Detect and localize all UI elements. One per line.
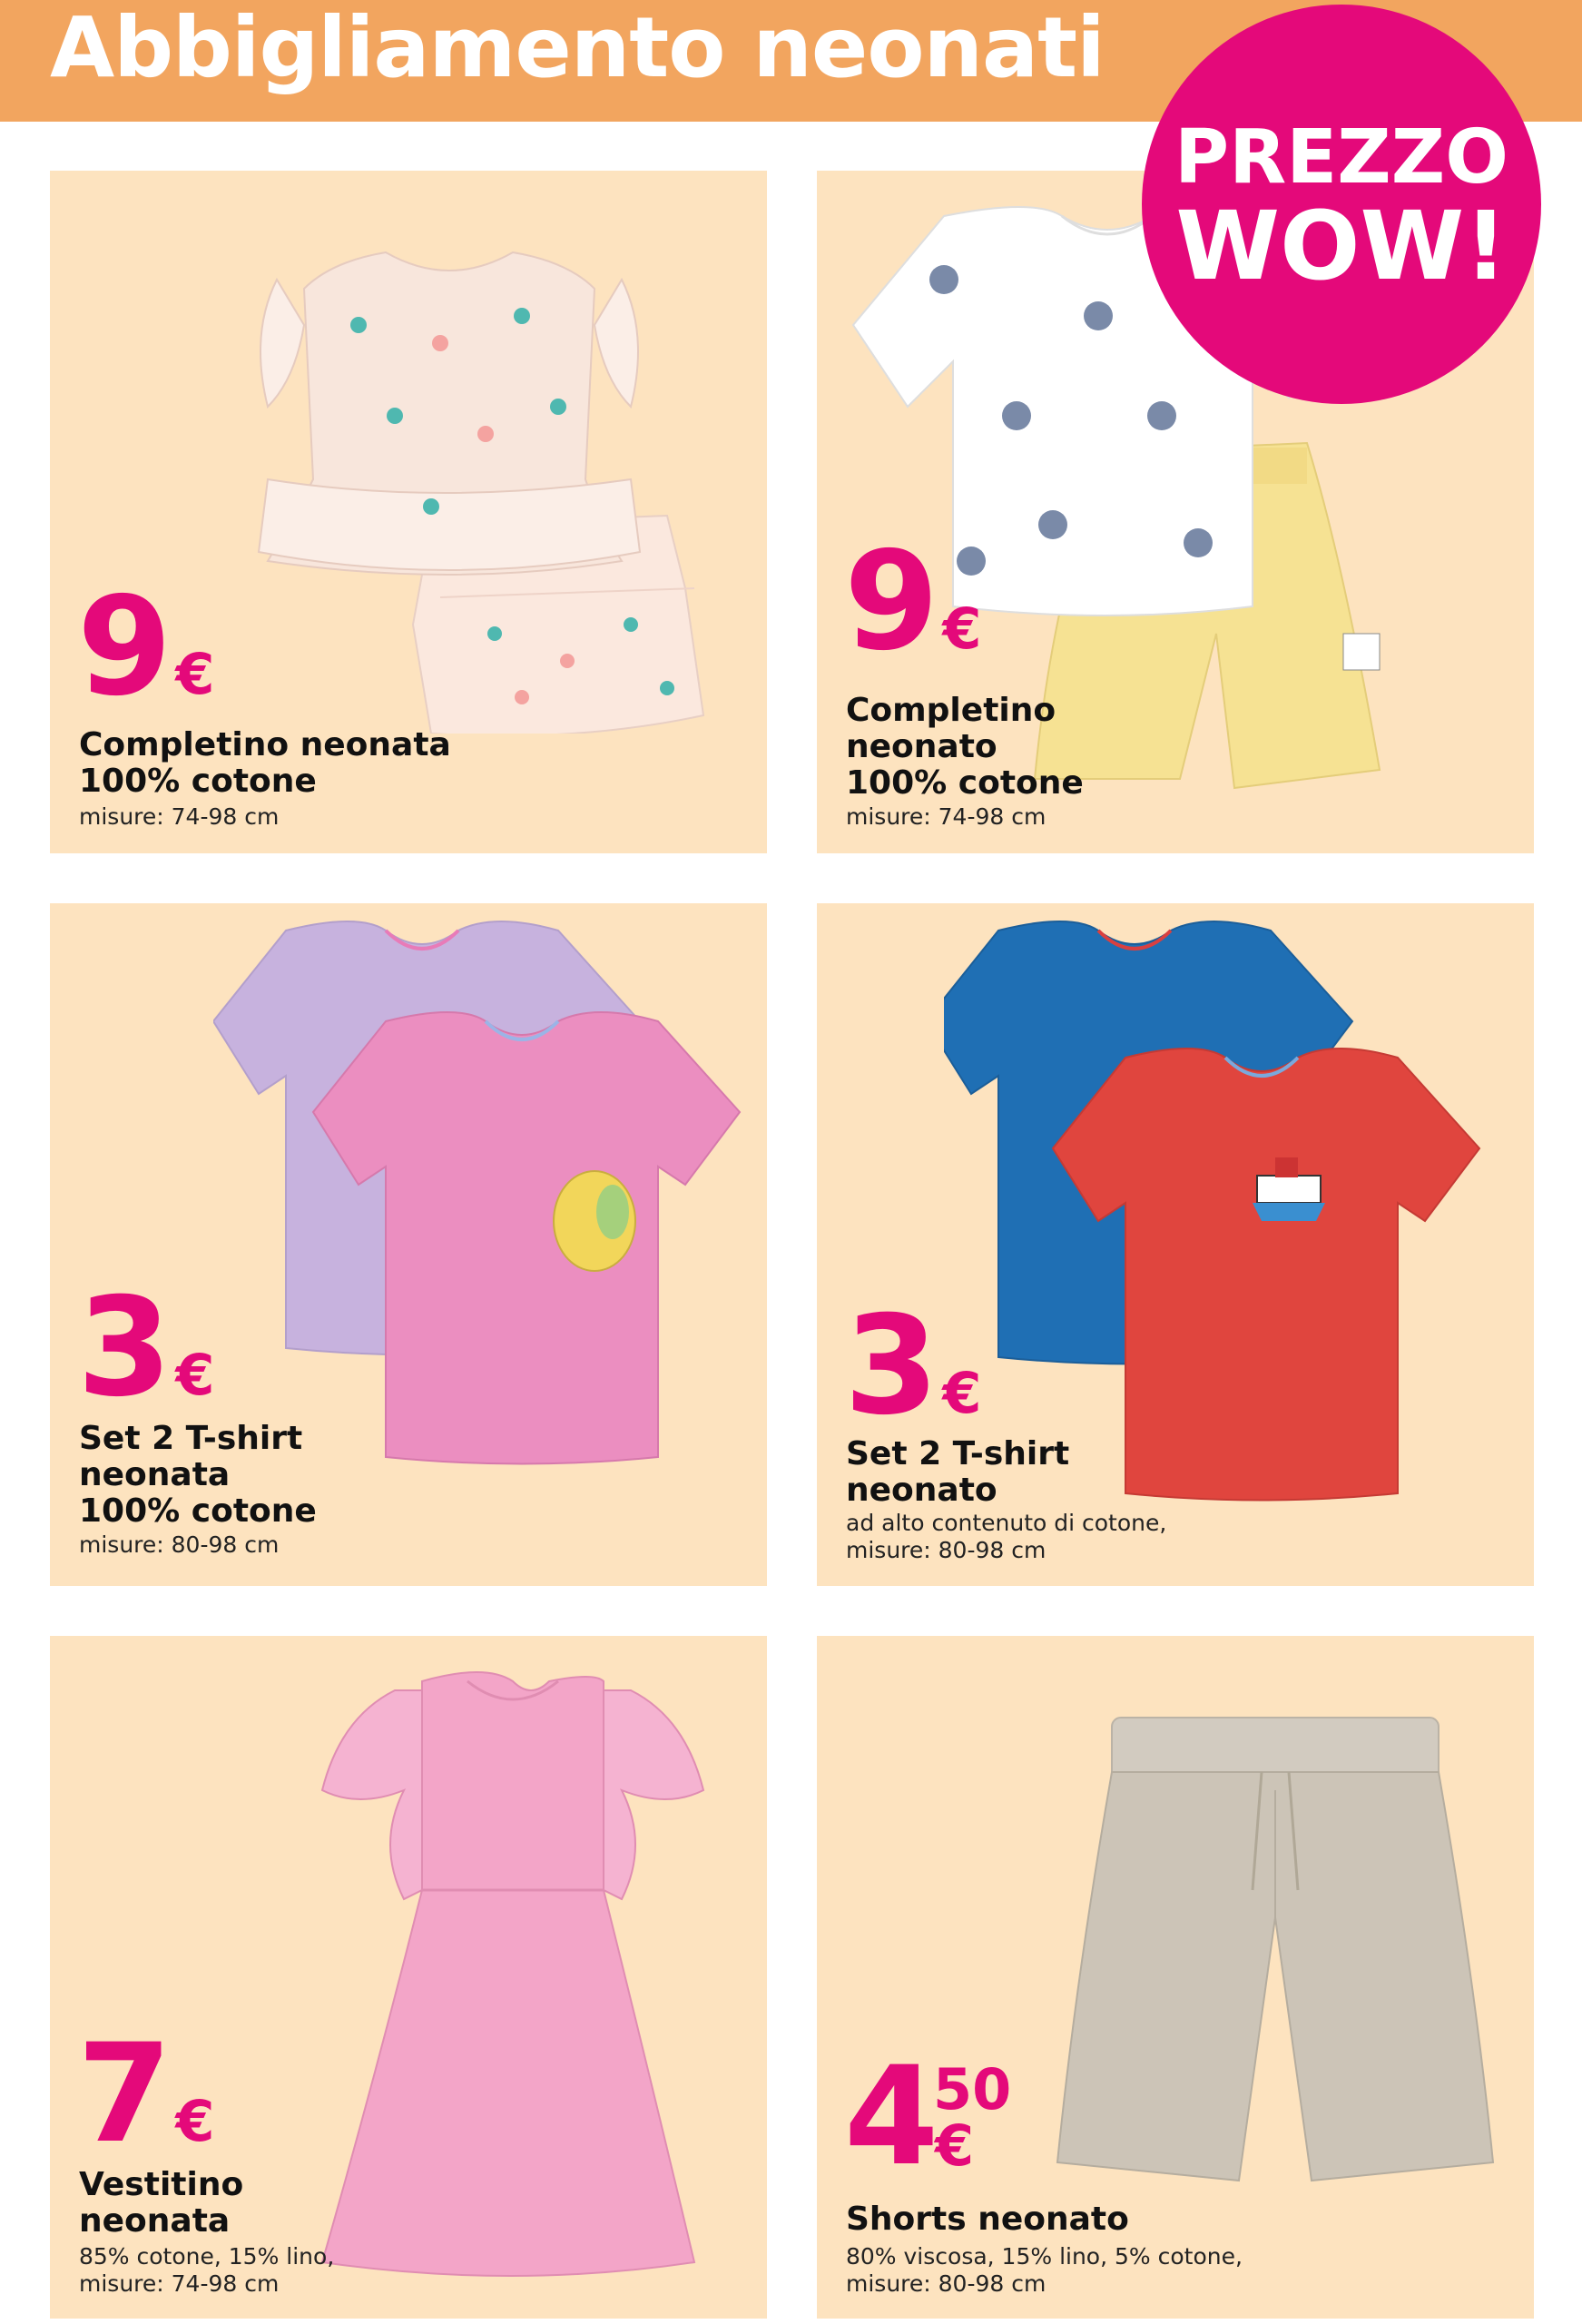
page-title: Abbigliamento neonati [50, 0, 1105, 96]
name-line: 100% cotone [846, 764, 1084, 802]
price-value: 3 [77, 1269, 167, 1427]
price-currency: € [175, 1342, 215, 1408]
product-desc-2 [846, 803, 1046, 831]
product-name-3 [79, 1421, 317, 1530]
price-currency: € [175, 2088, 215, 2154]
product-price-6 [844, 2038, 1012, 2196]
name-line: Completino [846, 692, 1056, 729]
product-price-2 [844, 523, 982, 681]
name-line: 100% cotone [79, 1492, 317, 1530]
product-image-4 [944, 912, 1525, 1502]
desc-line: misure: 80-98 cm [846, 2270, 1046, 2297]
product-name-6 [846, 2201, 1129, 2238]
price-currency: € [942, 1360, 982, 1426]
desc-line: 80% viscosa, 15% lino, 5% cotone, [846, 2243, 1243, 2270]
product-name-2 [846, 693, 1084, 802]
product-desc-5 [79, 2243, 334, 2298]
product-card-5[interactable] [50, 1636, 767, 2319]
product-image-1 [213, 207, 767, 734]
name-line: neonata [79, 2202, 231, 2240]
product-image-6 [1048, 1709, 1502, 2199]
product-card-1[interactable] [50, 171, 767, 853]
badge-line-1: PREZZO [1174, 114, 1508, 201]
product-name-1 [79, 727, 451, 800]
name-line: neonato [846, 728, 997, 765]
price-value: 7 [77, 2015, 167, 2173]
product-name-4 [846, 1436, 1069, 1509]
desc-line: misure: 80-98 cm [846, 1537, 1046, 1563]
desc-line: 85% cotone, 15% lino, [79, 2243, 335, 2270]
name-line: 100% cotone [79, 763, 317, 800]
product-desc-6 [846, 2243, 1243, 2298]
price-value: 9 [77, 568, 167, 726]
name-line: Set 2 T-shirt [846, 1435, 1070, 1472]
desc-line: misure: 80-98 cm [79, 1531, 280, 1558]
desc-line: misure: 74-98 cm [846, 803, 1046, 830]
price-currency: € [175, 641, 215, 707]
desc-line: misure: 74-98 cm [79, 803, 280, 830]
name-line: neonata [79, 1456, 231, 1493]
product-card-3[interactable] [50, 903, 767, 1586]
name-line: Shorts neonato [846, 2201, 1129, 2238]
product-image-5 [286, 1663, 740, 2280]
price-value: 4 [844, 2038, 934, 2196]
product-price-1 [77, 568, 215, 726]
product-image-3 [213, 903, 758, 1493]
product-desc-3 [79, 1531, 279, 1559]
product-card-6[interactable] [817, 1636, 1534, 2319]
name-line: Vestitino [79, 2166, 244, 2203]
price-cents: 50 [933, 2056, 1012, 2122]
name-line: neonato [846, 1472, 997, 1509]
price-value: 3 [844, 1287, 934, 1445]
product-desc-1 [79, 803, 279, 831]
name-line: Completino neonata [79, 726, 451, 763]
product-name-5 [79, 2167, 243, 2240]
price-value: 9 [844, 523, 934, 681]
product-card-4[interactable] [817, 903, 1534, 1586]
price-currency: € [942, 596, 982, 662]
product-price-5 [77, 2015, 215, 2173]
desc-line: ad alto contenuto di cotone, [846, 1510, 1167, 1536]
product-price-3 [77, 1269, 215, 1427]
name-line: Set 2 T-shirt [79, 1420, 303, 1457]
product-price-4 [844, 1287, 982, 1445]
badge-line-2: WOW! [1175, 191, 1508, 301]
price-currency: € [935, 2112, 975, 2179]
desc-line: misure: 74-98 cm [79, 2270, 280, 2297]
product-desc-4 [846, 1510, 1166, 1564]
prezzo-wow-badge [1142, 5, 1541, 404]
